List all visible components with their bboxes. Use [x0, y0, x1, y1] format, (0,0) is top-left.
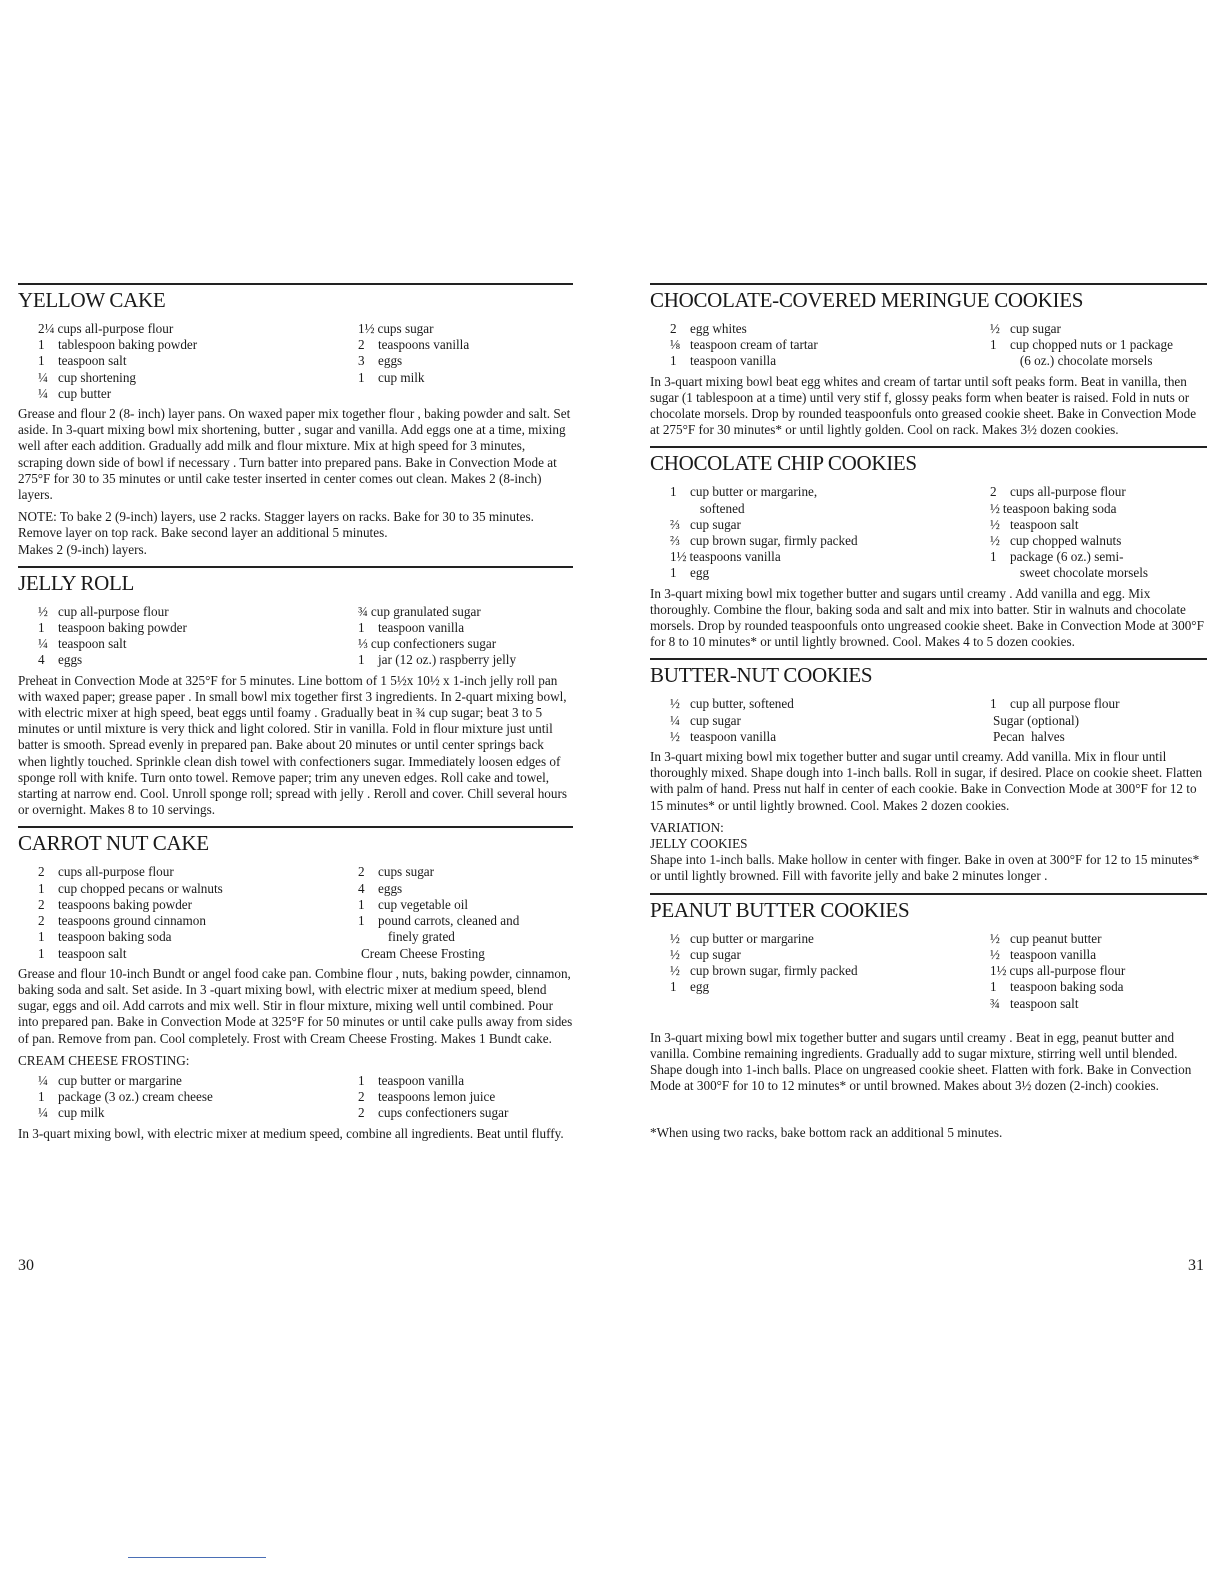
ingredient-quantity: ½ [670, 728, 680, 744]
right-page [650, 283, 1207, 1141]
ingredient-name: cups all-purpose flour [57, 321, 174, 336]
ingredient-quantity: 1 [670, 979, 677, 995]
ingredient-name: teaspoons lemon juice [378, 1089, 496, 1105]
ingredient-name: cup vegetable oil [378, 896, 469, 912]
ingredient-quantity: ½ [990, 533, 1000, 549]
ingredient [990, 931, 1205, 947]
ingredient [670, 353, 990, 369]
ingredient-quantity: ⅔ [670, 533, 680, 549]
section-rule [650, 893, 1207, 895]
ingredient-quantity: 3 [358, 353, 365, 369]
ingredient-name: cup milk [58, 1105, 105, 1121]
ingredient-quantity: 1½ [670, 549, 687, 565]
ingredient-name: cup all-purpose flour [58, 603, 169, 619]
ingredient-name: cup sugar [690, 946, 741, 962]
page-number-left: 30 [18, 1257, 34, 1274]
ingredient-quantity: 2 [990, 484, 997, 500]
ingredient [38, 386, 358, 402]
recipe-directions: In 3-quart mixing bowl mix together butter and sugar until creamy. Add vanilla. Mix in flour until thoroughly mixed. Shape dough into 1-inch balls. Roll in sugar, if desired. Place on cookie sheet. Flatten with palm of hand. Press nut half in center of each cookie. Bake in Convection Mode at 300°F for 12 to 15 minutes* or until lightly browned. Cool. Makes 2 dozen cookies. [650, 749, 1203, 813]
recipe-directions: Preheat in Convection Mode at 325°F for 5 minutes. Line bottom of 1 5½x 10½ x 1-inch jelly roll pan with waxed paper; grease paper . In small bowl mix together first 3 ingredients. In 2-quart mixing bowl, with electric mixer at high speed, beat eggs until foamy . Gradually beat in ¾ cup sugar; beat 3 to 5 minutes or until mixture is very thick and light colored. Stir in vanilla. Fold in flour mixture just until batter is smooth. Spread evenly in prepared pan. Bake about 20 minutes or until center springs back when lightly touched. Sprinkle clean dish towel with confectioners sugar. Immediately loosen edges of sponge roll with knife. Turn onto towel. Remove paper; trim any uneven edges. Roll cake and towel, starting at narrow end. Cool. Unroll sponge roll; spread with jelly . Reroll and cover. Chill several hours or overnight. Makes 8 to 10 servings. [18, 672, 567, 818]
ingredient-quantity: ½ [670, 930, 680, 946]
ingredient [358, 881, 573, 897]
ingredient [670, 713, 990, 729]
ingredient-column-left [38, 864, 358, 961]
ingredient [990, 996, 1205, 1012]
ingredient [358, 864, 573, 880]
ingredient-quantity: 1 [38, 929, 45, 945]
ingredient-quantity: 1 [38, 337, 45, 353]
ingredient-quantity: 2 [358, 1105, 365, 1121]
ingredient [670, 484, 990, 516]
recipe-title: JELLY ROLL [18, 570, 135, 595]
ingredient [358, 321, 573, 337]
ingredient-name: cup chopped nuts or 1 package (6 oz.) chocolate morsels [1010, 337, 1173, 369]
ingredient [358, 946, 573, 962]
ingredient-column-right [358, 864, 573, 961]
ingredient-name: cup sugar [690, 516, 741, 532]
section-rule [650, 283, 1207, 285]
ingredient [38, 897, 358, 913]
ingredient-quantity: ⅓ [358, 636, 368, 652]
ingredient [38, 604, 358, 620]
ingredient-quantity: 1 [358, 620, 365, 636]
recipe-title: YELLOW CAKE [18, 288, 166, 312]
ingredient [990, 549, 1205, 581]
ingredient-quantity: ¾ [990, 995, 1000, 1011]
ingredient-name: teaspoon baking soda [1002, 500, 1117, 516]
variation-label: VARIATION: [650, 819, 724, 835]
recipe-directions: In 3-quart mixing bowl beat egg whites and cream of tartar until soft peaks form. Beat in vanilla, then sugar (1 tablespoon at a time) until very stif f, glossy peaks form when beater is raised. Fold in nuts or chocolate morsels. Drop by rounded teaspoonfuls onto greased cookie sheet. Bake in Convection Mode at 275°F for 30 minutes* or until lightly golden. Cool on rack. Makes 3½ dozen cookies. [650, 373, 1197, 438]
recipe-yellow-cake [18, 283, 573, 558]
ingredient-quantity: 4 [358, 880, 365, 896]
ingredient-column-right [358, 321, 573, 402]
recipe-title: BUTTER-NUT COOKIES [650, 663, 873, 688]
frosting-directions: In 3-quart mixing bowl, with electric mixer at medium speed, combine all ingredients. Beat until fluffy. [18, 1125, 564, 1141]
ingredient-name: teaspoons vanilla [378, 337, 470, 353]
ingredient-quantity: 2 [38, 864, 45, 880]
recipe-title: CHOCOLATE CHIP COOKIES [650, 451, 917, 476]
ingredient-quantity: 1 [990, 337, 997, 353]
ingredient-name: cup butter, softened [690, 696, 794, 712]
recipe-note-yield: Makes 2 (9-inch) layers. [18, 541, 147, 557]
recipe-title: CARROT NUT CAKE [18, 831, 209, 856]
ingredient-name: cups confectioners sugar [378, 1105, 509, 1121]
ingredient [38, 652, 358, 668]
ingredient-name: cup confectioners sugar [370, 636, 497, 652]
ingredient [990, 517, 1205, 533]
ingredient-name: cups sugar [377, 321, 434, 336]
ingredient-name: teaspoon salt [58, 945, 127, 961]
ingredient [670, 963, 990, 979]
ingredient-quantity: ¼ [38, 636, 48, 652]
section-rule [650, 658, 1207, 660]
ingredient [670, 549, 990, 565]
recipe-chocolate-chip-cookies [650, 446, 1207, 650]
footnote: *When using two racks, bake bottom rack an additional 5 minutes. [650, 1124, 1003, 1140]
ingredient-name: cup all purpose flour [1010, 696, 1120, 712]
ingredient-name: teaspoon salt [58, 636, 127, 652]
ingredient [38, 946, 358, 962]
ingredient-list [650, 484, 1207, 581]
ingredient-name: cup shortening [58, 369, 137, 385]
ingredient [990, 533, 1205, 549]
ingredient-name: eggs [378, 353, 403, 369]
ingredient-quantity: ½ [670, 696, 680, 712]
ingredient-name: cup butter or margarine [58, 1072, 182, 1088]
ingredient-quantity: ⅛ [670, 337, 680, 353]
ingredient [990, 321, 1205, 337]
ingredient-column-right [990, 696, 1205, 745]
ingredient-quantity: 1 [990, 979, 997, 995]
ingredient-quantity: 1 [670, 353, 677, 369]
ingredient-quantity: ¼ [38, 385, 48, 401]
ingredient [358, 370, 573, 386]
ingredient-column-left [38, 321, 358, 402]
ingredient-name: teaspoon baking soda [58, 929, 172, 945]
variation-directions: Shape into 1-inch balls. Make hollow in center with finger. Bake in oven at 300°F for 12 to 15 minutes* or until lightly browned. Fill with favorite jelly and bake 2 minutes longer . [650, 852, 1200, 884]
ingredient-name: teaspoons baking powder [58, 896, 193, 912]
ingredient-name: Pecan halves [993, 728, 1065, 744]
ingredient [990, 979, 1205, 995]
ingredient [38, 370, 358, 386]
ingredient-column-left [670, 931, 990, 1012]
ingredient [358, 913, 573, 945]
ingredient-quantity: 1 [38, 880, 45, 896]
ingredient [358, 353, 573, 369]
ingredient-name: teaspoon vanilla [1010, 946, 1097, 962]
ingredient-column-left [670, 321, 990, 370]
ingredient-quantity: ⅔ [670, 516, 680, 532]
ingredient-quantity: 1 [990, 549, 997, 565]
ingredient-list [650, 696, 1207, 745]
ingredient-quantity: 1 [38, 945, 45, 961]
bottom-divider [128, 1557, 266, 1558]
ingredient-quantity: 1 [990, 696, 997, 712]
ingredient-name: eggs [378, 880, 403, 896]
ingredient-name: tablespoon baking powder [58, 337, 198, 353]
ingredient [38, 321, 358, 337]
ingredient-quantity: 2 [38, 896, 45, 912]
ingredient-list [18, 321, 573, 402]
ingredient [990, 337, 1205, 369]
ingredient-name: jar (12 oz.) raspberry jelly [378, 652, 517, 668]
ingredient-quantity: ½ [990, 930, 1000, 946]
ingredient-name: teaspoon cream of tartar [690, 337, 818, 353]
ingredient [38, 636, 358, 652]
ingredient-name: teaspoon vanilla [378, 1072, 465, 1088]
section-rule [18, 826, 573, 828]
ingredient [38, 620, 358, 636]
ingredient-column-left [38, 604, 358, 669]
ingredient-name: cup brown sugar, firmly packed [690, 533, 858, 549]
ingredient [670, 947, 990, 963]
variation-title: JELLY COOKIES [650, 836, 748, 852]
ingredient [38, 337, 358, 353]
recipe-butter-nut-cookies [650, 658, 1207, 884]
ingredient-name: pound carrots, cleaned and finely grated [378, 913, 520, 945]
ingredient-name: Sugar (optional) [993, 712, 1080, 728]
ingredient-quantity: 2 [670, 321, 677, 336]
ingredient-name: teaspoon salt [58, 353, 127, 369]
ingredient-name: teaspoon vanilla [690, 728, 777, 744]
ingredient-quantity: ¼ [38, 369, 48, 385]
ingredient-quantity: 1 [38, 353, 45, 369]
ingredient-quantity: 2 [358, 337, 365, 353]
ingredient-name: teaspoon salt [1010, 516, 1079, 532]
ingredient [358, 636, 573, 652]
ingredient [990, 696, 1205, 712]
ingredient-name: teaspoon baking powder [58, 620, 187, 636]
ingredient-name: cups all-purpose flour [58, 864, 174, 880]
ingredient [670, 696, 990, 712]
ingredient-name: eggs [58, 652, 83, 668]
ingredient-list [18, 604, 573, 669]
ingredient-quantity: 1 [670, 565, 677, 581]
ingredient-name: egg whites [690, 321, 747, 336]
ingredient-quantity: 1 [358, 1072, 365, 1088]
ingredient-quantity: 1 [38, 620, 45, 636]
ingredient [670, 517, 990, 533]
ingredient-quantity: 2 [38, 913, 45, 929]
ingredient-name: Cream Cheese Frosting [361, 945, 485, 961]
page-number-right: 31 [1188, 1257, 1204, 1274]
ingredient-quantity: ½ [990, 516, 1000, 532]
recipe-carrot-nut-cake [18, 826, 573, 1141]
ingredient [358, 1105, 573, 1121]
frosting-ingredient-list [18, 1073, 573, 1122]
ingredient-column-left [670, 696, 990, 745]
ingredient [358, 337, 573, 353]
ingredient-quantity: 1 [670, 484, 677, 500]
ingredient-quantity: 2¼ [38, 321, 55, 336]
ingredient-quantity: 1 [358, 369, 365, 385]
ingredient [670, 321, 990, 337]
ingredient-name: teaspoon vanilla [690, 353, 777, 369]
recipe-peanut-butter-cookies [650, 893, 1207, 1095]
recipe-directions: In 3-quart mixing bowl mix together butter and sugars until creamy . Add vanilla and egg. Mix thoroughly. Combine the flour, baking soda and salt and mix into batter. Stir in walnuts and chocolate morsels. Drop by rounded teaspoonfuls onto ungreased cookie sheet. Bake in Convection Mode at 300°F for 8 to 10 minutes* or until lightly browned. Cool. Makes 4 to 5 dozen cookies. [650, 585, 1204, 650]
ingredient [38, 881, 358, 897]
ingredient [38, 1089, 358, 1105]
ingredient [38, 353, 358, 369]
ingredient-quantity: 2 [358, 864, 365, 880]
ingredient [990, 484, 1205, 500]
ingredient [670, 729, 990, 745]
ingredient-quantity: ½ [990, 321, 1000, 336]
ingredient [358, 1073, 573, 1089]
ingredient [38, 913, 358, 929]
ingredient [990, 713, 1205, 729]
ingredient-name: cup peanut butter [1010, 930, 1102, 946]
ingredient [38, 1073, 358, 1089]
ingredient [990, 729, 1205, 745]
ingredient-list [18, 864, 573, 961]
recipe-note: NOTE: To bake 2 (9-inch) layers, use 2 racks. Stagger layers on racks. Bake for 30 to 35 minutes. Remove layer on top rack. Bake second layer an additional 5 minutes. [18, 509, 534, 541]
ingredient-name: cup butter or margarine, softened [690, 484, 818, 516]
left-page [18, 283, 573, 1150]
ingredient-list [650, 321, 1207, 370]
ingredient-name: teaspoon vanilla [378, 620, 465, 636]
recipe-meringue-cookies [650, 283, 1207, 438]
ingredient [358, 604, 573, 620]
recipe-jelly-roll [18, 566, 573, 819]
ingredient-column-right [358, 604, 573, 669]
ingredient [38, 864, 358, 880]
ingredient-quantity: ¼ [38, 1105, 48, 1121]
ingredient [358, 652, 573, 668]
section-rule [650, 446, 1207, 448]
ingredient-quantity: 1 [358, 913, 365, 929]
ingredient-name: cup brown sugar, firmly packed [690, 963, 858, 979]
ingredient-quantity: 1½ [358, 321, 375, 336]
section-rule [18, 566, 573, 568]
ingredient-quantity: 1 [38, 1089, 45, 1105]
ingredient-quantity: ¼ [38, 1072, 48, 1088]
ingredient-column-left [38, 1073, 358, 1122]
ingredient-quantity: 4 [38, 652, 45, 668]
ingredient-name: package (3 oz.) cream cheese [58, 1089, 213, 1105]
ingredient [38, 1105, 358, 1121]
ingredient-name: teaspoon salt [1010, 995, 1079, 1011]
ingredient-name: package (6 oz.) semi- sweet chocolate morsels [1010, 549, 1149, 581]
ingredient [990, 947, 1205, 963]
ingredient-name: egg [690, 565, 710, 581]
ingredient-name: teaspoons vanilla [689, 549, 781, 565]
ingredient-quantity: ½ [38, 603, 48, 619]
ingredient-column-right [990, 931, 1205, 1012]
ingredient-quantity: ½ [990, 946, 1000, 962]
ingredient-list [650, 931, 1207, 1012]
ingredient-name: teaspoons ground cinnamon [58, 913, 206, 929]
ingredient-name: cup sugar [1010, 321, 1061, 336]
recipe-title: PEANUT BUTTER COOKIES [650, 897, 910, 922]
ingredient-quantity: ½ [670, 963, 680, 979]
ingredient-column-right [990, 484, 1205, 581]
ingredient-name: teaspoon baking soda [1010, 979, 1124, 995]
ingredient [670, 931, 990, 947]
ingredient [358, 897, 573, 913]
ingredient [358, 1089, 573, 1105]
ingredient [358, 620, 573, 636]
ingredient-name: cup milk [378, 369, 425, 385]
ingredient-quantity: ½ [670, 946, 680, 962]
ingredient-name: cups sugar [378, 864, 435, 880]
ingredient [670, 979, 990, 995]
ingredient-name: egg [690, 979, 710, 995]
recipe-directions: Grease and flour 2 (8- inch) layer pans. On waxed paper mix together flour , baking powder and salt. Set aside. In 3-quart mixing bowl mix shortening, butter , sugar and vanilla. Add eggs one at a time, mixing well after each addition. Gradually add milk and flour mixture. Mix at high speed for 3 minutes, scraping down side of bowl if necessary . Turn batter into prepared pans. Bake in Convection Mode at 275°F for 30 to 35 minutes or until cake tester inserted in center comes out clean. Makes 2 (8-inch) layers. [18, 406, 571, 503]
ingredient-name: cup chopped pecans or walnuts [58, 880, 223, 896]
recipe-directions: Grease and flour 10-inch Bundt or angel food cake pan. Combine flour , nuts, baking powder, cinnamon, baking soda and salt. Set aside. In 3 -quart mixing bowl, with electric mixer at medium speed, blend sugar, eggs and oil. Add carrots and mix well. Stir in flour mixture, mixing well until combined. Pour into prepared pan. Bake in Convection Mode at 325°F for 50 minutes or until cake pulls away from sides of pan. Remove from pan. Cool completely. Frost with Cream Cheese Frosting. Makes 1 Bundt cake. [18, 965, 573, 1046]
ingredient [670, 565, 990, 581]
ingredient-column-right [990, 321, 1205, 370]
ingredient-name: cup chopped walnuts [1010, 533, 1122, 549]
ingredient-name: cup butter [58, 385, 112, 401]
ingredient-quantity: 1 [358, 896, 365, 912]
ingredient-quantity: 1 [358, 652, 365, 668]
ingredient-name: cups all-purpose flour [1009, 963, 1126, 979]
ingredient-name: cup granulated sugar [370, 603, 481, 619]
ingredient-column-left [670, 484, 990, 581]
ingredient-quantity: 2 [358, 1089, 365, 1105]
ingredient-column-right [358, 1073, 573, 1122]
ingredient [990, 963, 1205, 979]
ingredient-name: cups all-purpose flour [1010, 484, 1126, 500]
ingredient [670, 337, 990, 353]
ingredient [38, 929, 358, 945]
recipe-title: CHOCOLATE-COVERED MERINGUE COOKIES [650, 288, 1084, 312]
ingredient-name: cup sugar [690, 712, 741, 728]
ingredient-name: cup butter or margarine [690, 930, 814, 946]
ingredient-quantity: ¾ [358, 603, 368, 619]
section-rule [18, 283, 573, 285]
ingredient-quantity: ½ [990, 500, 1000, 516]
frosting-title: CREAM CHEESE FROSTING: [18, 1052, 190, 1068]
ingredient-quantity: ¼ [670, 712, 680, 728]
ingredient [670, 533, 990, 549]
ingredient [990, 501, 1205, 517]
ingredient-quantity: 1½ [990, 963, 1007, 979]
recipe-directions: In 3-quart mixing bowl mix together butter and sugars until creamy . Beat in egg, peanut butter and vanilla. Combine remaining ingredients. Gradually add to sugar mixture, stirring well until blended. Shape dough into 1-inch balls. Place on ungreased cookie sheet. Flatten with fork. Bake in Convection Mode at 300°F for 10 to 12 minutes* or until browned. Makes about 3½ dozen (2-inch) cookies. [650, 1029, 1192, 1094]
